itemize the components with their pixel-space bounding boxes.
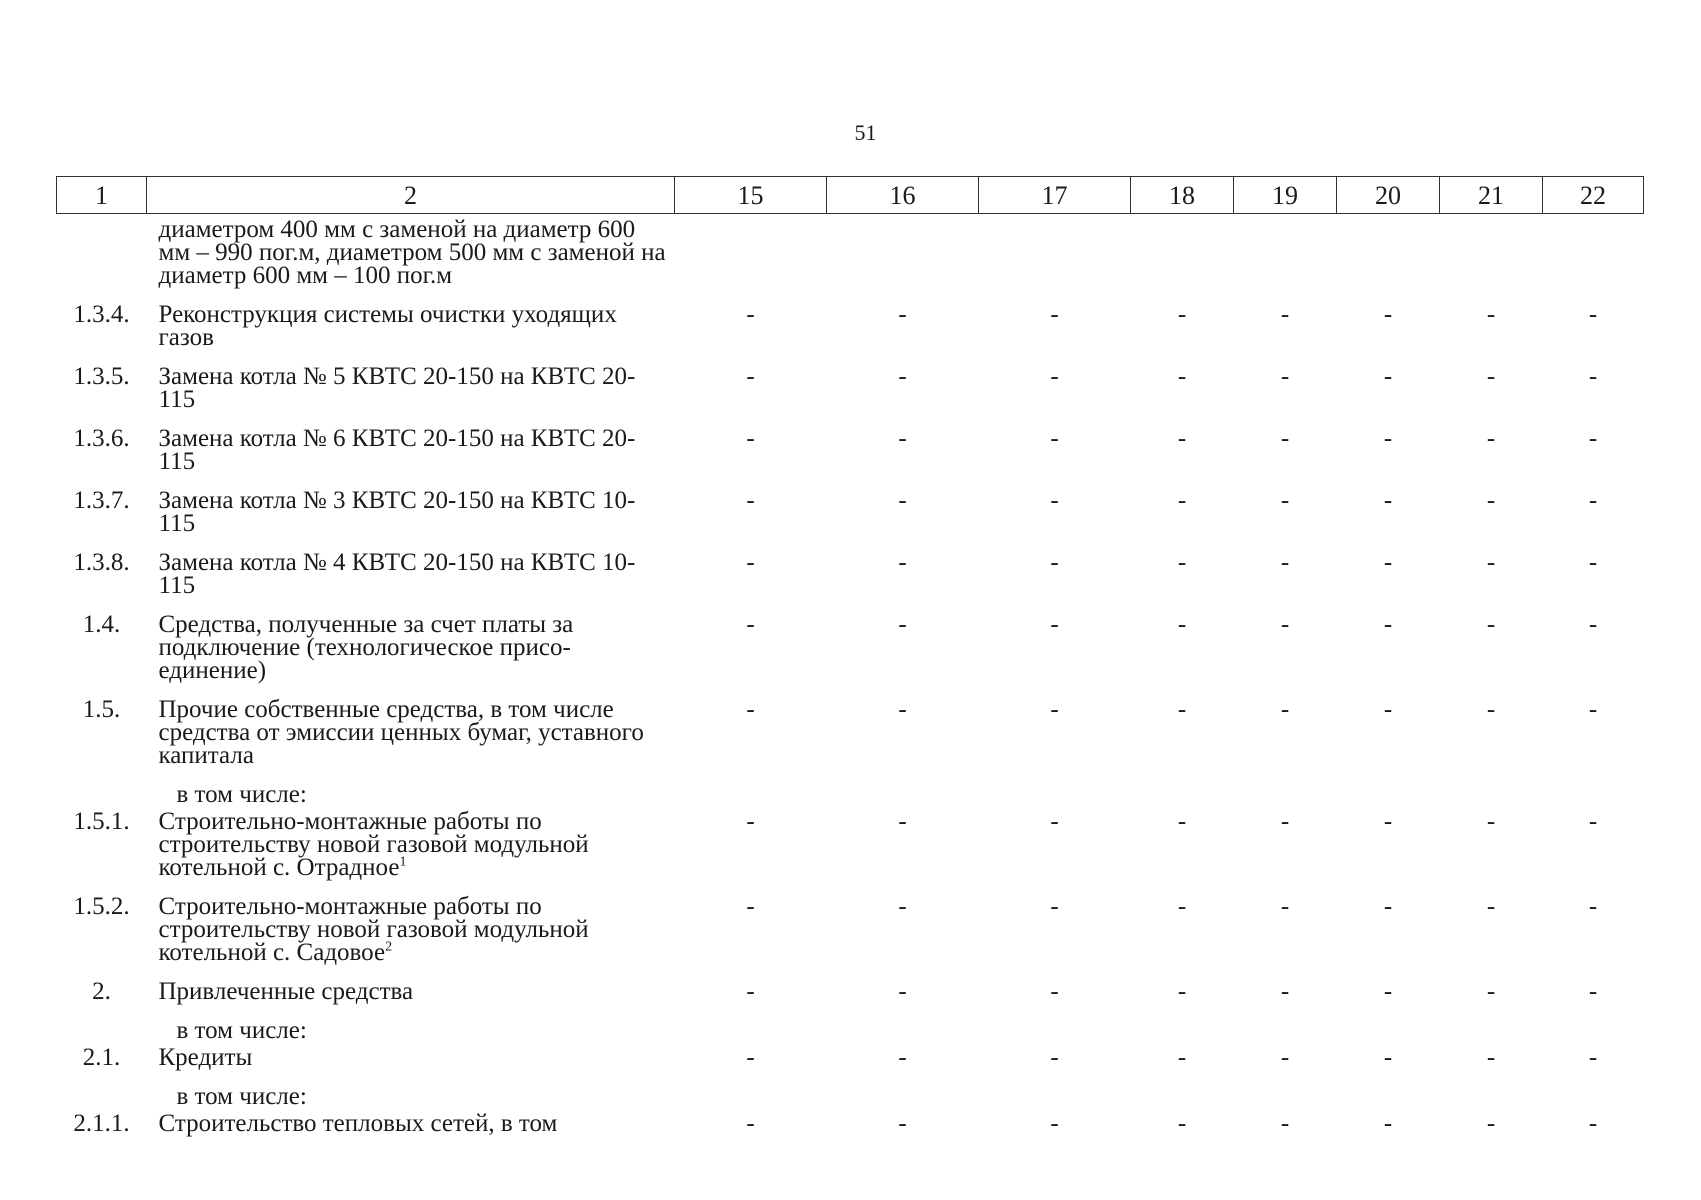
description-text: в том числе: [176, 1083, 307, 1110]
value-cell: - [1177, 425, 1187, 452]
value-cell [675, 214, 827, 300]
table-row [57, 547, 1644, 609]
value-cell [675, 1081, 827, 1108]
description-text: Прочие собственные средства, в том числе средства от эмиссии ценных бумаг, уставного капитала [158, 696, 644, 769]
header-cell: 18 [1131, 177, 1234, 214]
table-row [57, 1015, 1644, 1042]
value-cell: - [1486, 363, 1496, 390]
value-cell: - [1588, 1110, 1598, 1137]
value-cell: - [1588, 363, 1598, 390]
table-row [57, 891, 1644, 976]
value-cell [1440, 214, 1543, 300]
value-cell: - [1486, 1110, 1496, 1137]
value-cell [1337, 214, 1440, 300]
header-cell: 15 [675, 177, 827, 214]
value-cell: - [1280, 978, 1290, 1005]
value-cell: - [1050, 808, 1059, 835]
value-cell [1337, 1081, 1440, 1108]
value-cell: - [898, 487, 907, 514]
value-cell: - [898, 425, 907, 452]
value-cell [675, 779, 827, 806]
table-row [57, 976, 1644, 1015]
value-cell: - [1280, 425, 1290, 452]
value-cell: - [1588, 487, 1598, 514]
value-cell: - [898, 978, 907, 1005]
row-number: 2.1.1. [73, 1110, 130, 1137]
value-cell [1440, 1015, 1543, 1042]
value-cell [979, 214, 1131, 300]
table-row [57, 361, 1644, 423]
value-cell: - [1280, 696, 1290, 723]
value-cell [1440, 1081, 1543, 1108]
value-cell: - [1486, 808, 1496, 835]
value-cell: - [1486, 425, 1496, 452]
row-subtitle [147, 1015, 675, 1042]
value-cell [827, 779, 979, 806]
value-cell [979, 779, 1131, 806]
value-cell [827, 1015, 979, 1042]
value-cell: - [1383, 549, 1393, 576]
table-row [57, 1042, 1644, 1081]
value-cell: - [1588, 611, 1598, 638]
value-cell: - [1486, 696, 1496, 723]
row-description [147, 485, 675, 547]
value-cell: - [1177, 611, 1187, 638]
row-description [147, 1042, 675, 1081]
value-cell: - [1588, 893, 1598, 920]
value-cell: - [1050, 1110, 1059, 1137]
value-cell: - [1383, 1110, 1393, 1137]
value-cell: - [1177, 978, 1187, 1005]
value-cell: - [1177, 808, 1187, 835]
value-cell: - [1486, 893, 1496, 920]
value-cell: - [746, 301, 755, 328]
table-row [57, 694, 1644, 779]
value-cell: - [746, 487, 755, 514]
value-cell: - [898, 549, 907, 576]
value-cell: - [1177, 487, 1187, 514]
description-text: в том числе: [176, 781, 307, 808]
value-cell: - [1486, 549, 1496, 576]
description-text: Замена котла № 3 КВТС 20-150 на КВТС 10-115 [158, 487, 636, 537]
row-description [147, 423, 675, 485]
value-cell [827, 214, 979, 300]
row-description [147, 547, 675, 609]
value-cell: - [1050, 1044, 1059, 1071]
value-cell: - [898, 363, 907, 390]
value-cell: - [1050, 611, 1059, 638]
value-cell: - [1050, 425, 1059, 452]
value-cell: - [1588, 425, 1598, 452]
value-cell [1543, 214, 1644, 300]
row-subtitle [147, 1081, 675, 1108]
value-cell [1131, 779, 1234, 806]
value-cell: - [1383, 611, 1393, 638]
value-cell: - [1588, 978, 1598, 1005]
value-cell [1543, 779, 1644, 806]
table-row [57, 779, 1644, 806]
value-cell: - [1177, 549, 1187, 576]
value-cell: - [1588, 1044, 1598, 1071]
value-cell: - [1050, 487, 1059, 514]
row-description [147, 694, 675, 779]
description-text: Средства, полученные за счет платы за подключение (технологическое присо-единение) [158, 611, 574, 684]
row-number: 1.3.8. [73, 549, 130, 576]
value-cell: - [1280, 611, 1290, 638]
value-cell: - [1050, 696, 1059, 723]
description-text: Кредиты [158, 1044, 253, 1071]
value-cell [1131, 1081, 1234, 1108]
value-cell: - [1486, 487, 1496, 514]
value-cell: - [1383, 1044, 1393, 1071]
row-number: 1.3.5. [73, 363, 130, 390]
footnote-marker: 2 [385, 939, 393, 955]
row-number [57, 214, 147, 300]
row-description [147, 1108, 675, 1147]
row-number [57, 779, 147, 806]
value-cell: - [746, 1044, 755, 1071]
value-cell: - [746, 978, 755, 1005]
row-number: 1.4. [82, 611, 121, 638]
value-cell: - [1280, 893, 1290, 920]
value-cell: - [1383, 487, 1393, 514]
header-cell: 1 [57, 177, 147, 214]
row-number: 1.5. [82, 696, 121, 723]
description-text: Замена котла № 5 КВТС 20-150 на КВТС 20-115 [158, 363, 636, 413]
row-description [147, 806, 675, 891]
value-cell: - [1588, 696, 1598, 723]
value-cell: - [746, 893, 755, 920]
value-cell [1131, 1015, 1234, 1042]
table-row [57, 423, 1644, 485]
table-row [57, 485, 1644, 547]
value-cell [1234, 779, 1337, 806]
value-cell: - [898, 696, 907, 723]
footnote-marker: 1 [399, 854, 407, 870]
value-cell: - [1486, 1044, 1496, 1071]
value-cell: - [1588, 808, 1598, 835]
header-cell: 17 [979, 177, 1131, 214]
description-text: диаметром 400 мм с заменой на диаметр 600 мм – 990 пог.м, диаметром 500 мм с заменой на диаметр 600 мм – 100 пог.м [158, 216, 666, 289]
value-cell: - [1280, 301, 1290, 328]
value-cell: - [1383, 363, 1393, 390]
value-cell: - [746, 808, 755, 835]
row-subtitle [147, 779, 675, 806]
table-body [57, 214, 1644, 1148]
header-cell: 20 [1337, 177, 1440, 214]
value-cell: - [1280, 808, 1290, 835]
table-row [57, 214, 1644, 300]
table-row [57, 609, 1644, 694]
value-cell: - [1280, 549, 1290, 576]
row-description [147, 891, 675, 976]
table-row [57, 1108, 1644, 1147]
value-cell: - [1280, 1110, 1290, 1137]
value-cell [1543, 1015, 1644, 1042]
value-cell: - [1177, 301, 1187, 328]
value-cell [1543, 1081, 1644, 1108]
value-cell: - [898, 1110, 907, 1137]
value-cell: - [746, 363, 755, 390]
value-cell [979, 1081, 1131, 1108]
value-cell: - [1383, 301, 1393, 328]
value-cell: - [898, 893, 907, 920]
value-cell: - [1280, 363, 1290, 390]
value-cell [1337, 779, 1440, 806]
value-cell: - [898, 1044, 907, 1071]
investment-table [56, 176, 1644, 1147]
value-cell [1234, 1081, 1337, 1108]
description-text: Замена котла № 6 КВТС 20-150 на КВТС 20-115 [158, 425, 636, 475]
value-cell: - [1177, 363, 1187, 390]
row-number: 1.3.6. [73, 425, 130, 452]
value-cell [1234, 1015, 1337, 1042]
value-cell: - [1177, 893, 1187, 920]
value-cell: - [1383, 808, 1393, 835]
value-cell: - [1588, 301, 1598, 328]
value-cell: - [1383, 893, 1393, 920]
value-cell: - [1050, 893, 1059, 920]
value-cell [1440, 779, 1543, 806]
row-description [147, 361, 675, 423]
value-cell: - [1486, 611, 1496, 638]
value-cell: - [1383, 978, 1393, 1005]
value-cell [827, 1081, 979, 1108]
row-number: 1.3.7. [73, 487, 130, 514]
value-cell: - [1383, 696, 1393, 723]
page-number: 51 [854, 120, 877, 145]
value-cell: - [1383, 425, 1393, 452]
row-number: 2. [92, 978, 111, 1005]
value-cell: - [1486, 978, 1496, 1005]
value-cell: - [1177, 696, 1187, 723]
value-cell [1131, 214, 1234, 300]
value-cell [1234, 214, 1337, 300]
row-number: 2.1. [82, 1044, 121, 1071]
row-number [57, 1015, 147, 1042]
table-row [57, 1081, 1644, 1108]
value-cell: - [898, 301, 907, 328]
description-text: в том числе: [176, 1017, 307, 1044]
description-text: Замена котла № 4 КВТС 20-150 на КВТС 10-115 [158, 549, 636, 599]
value-cell: - [898, 611, 907, 638]
value-cell: - [746, 549, 755, 576]
row-description [147, 976, 675, 1015]
row-number: 1.3.4. [73, 301, 130, 328]
value-cell: - [746, 696, 755, 723]
row-number: 1.5.2. [73, 893, 130, 920]
value-cell [979, 1015, 1131, 1042]
header-cell: 21 [1440, 177, 1543, 214]
header-cell: 2 [147, 177, 675, 214]
value-cell [1337, 1015, 1440, 1042]
value-cell: - [746, 611, 755, 638]
table-row [57, 299, 1644, 361]
description-text: Реконструкция системы очистки уходящих газов [158, 301, 617, 351]
description-text: Строительно-монтажные работы по строительству новой газовой модульной котельной с. Отрадное [158, 808, 589, 881]
description-text: Привлеченные средства [158, 978, 414, 1005]
value-cell: - [746, 1110, 755, 1137]
header-cell: 19 [1234, 177, 1337, 214]
value-cell: - [1588, 549, 1598, 576]
value-cell [675, 1015, 827, 1042]
value-cell: - [746, 425, 755, 452]
value-cell: - [1280, 487, 1290, 514]
value-cell: - [1050, 301, 1059, 328]
value-cell: - [1177, 1110, 1187, 1137]
value-cell: - [1050, 978, 1059, 1005]
description-text: Строительно-монтажные работы по строительству новой газовой модульной котельной с. Садовое [158, 893, 589, 966]
value-cell: - [1050, 549, 1059, 576]
row-number: 1.5.1. [73, 808, 130, 835]
table-header-row [57, 177, 1644, 214]
row-number [57, 1081, 147, 1108]
header-cell: 22 [1543, 177, 1644, 214]
table-row [57, 806, 1644, 891]
row-description [147, 299, 675, 361]
value-cell: - [898, 808, 907, 835]
value-cell: - [1280, 1044, 1290, 1071]
row-description [147, 214, 675, 300]
row-description [147, 609, 675, 694]
value-cell: - [1177, 1044, 1187, 1071]
value-cell: - [1486, 301, 1496, 328]
header-cell: 16 [827, 177, 979, 214]
description-text: Строительство тепловых сетей, в том [158, 1110, 558, 1137]
value-cell: - [1050, 363, 1059, 390]
